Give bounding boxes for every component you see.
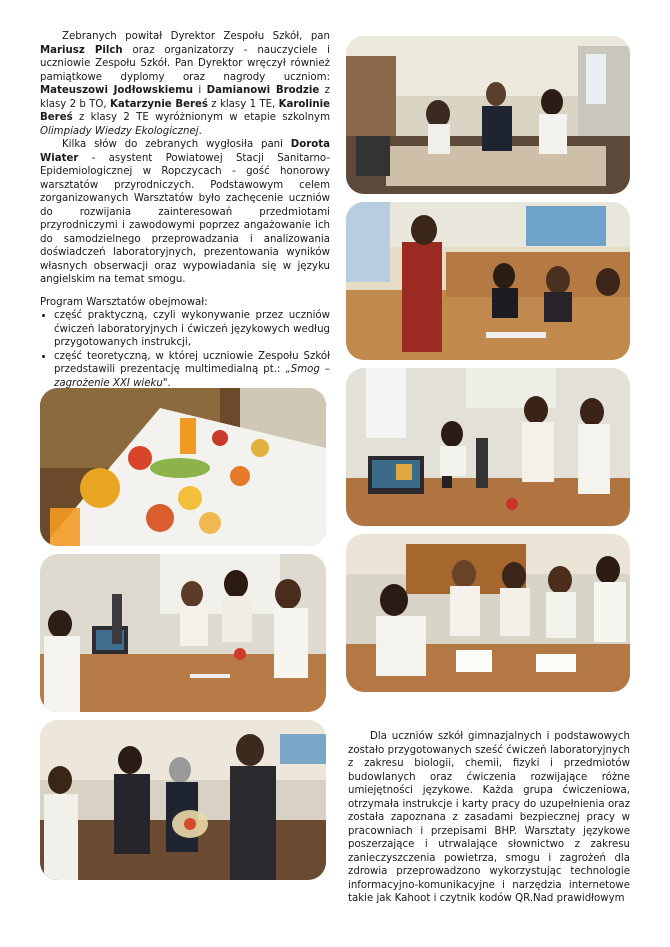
photo-students-microscopes (40, 554, 326, 712)
left-text-column (40, 30, 330, 390)
photo-classroom-workshop (346, 202, 630, 360)
photo-worksheet-exercise (346, 534, 630, 692)
photo-fruit-display (40, 388, 326, 546)
photo-microscope-lab (346, 368, 630, 526)
photo-gift-presentation (40, 720, 326, 880)
program-item-practical: • część praktyczną, czyli wykonywanie przez uczniów ćwiczeń laboratoryjnych i ćwiczeń językowych według przygotowanych instrukcji, (54, 309, 330, 350)
program-heading: Program Warsztatów obejmował: (40, 296, 208, 308)
guest-paragraph: Kilka słów do zebranych wygłosiła pani Dorota Wiater - asystent Powiatowej Stacji Sanitarno-Epidemiologicznej w Ropczycach - gość honorowy warsztatów przyrodniczych. Podstawowym celem zorganizowanych Warsztatów było zachęcenie uczniów do rozwijania zainteresowań przedmiotami przyrodniczymi i zawodowymi poprzez angażowanie ich do samodzielnego przeprowadzania i analizowania doświadczeń laboratoryjnych, prezentowania wyników własnych obserwacji oraz wypowiadania się w języku angielskim na temat smogu. (40, 139, 330, 285)
bottom-paragraph: Dla uczniów szkół gimnazjalnych i podstawowych zostało przygotowanych sześć ćwiczeń laboratoryjnych z zakresu biologii, chemii, fizyki i przedmiotów budowlanych oraz ćwiczenia rozwijające różne umiejętności językowe. Każda grupa ćwiczeniowa, otrzymała instrukcje i karty pracy do uzupełnienia oraz została zapoznana z zasadami bezpiecznej pracy w pracowniach i przepisami BHP. Warsztaty językowe poszerzające i utrwalające słownictwo z zakresu zanieczyszczenia powietrza, smogu i zagrożeń dla zdrowia przeprowadzono wykorzystując technologie informacyjno-komunikacyjne i narzędzia internetowe takie jak Kahoot i czytnik kodów QR.Nad prawidłowym (348, 731, 630, 904)
intro-paragraph: Zebranych powitał Dyrektor Zespołu Szkół, pan Mariusz Pilch oraz organizatorzy - nauczyciele i uczniowie Zespołu Szkół. Pan Dyrektor wręczył również pamiątkowe dyplomy oraz nagrody uczniom: Mateuszowi Jodłowskiemu i Damianowi Brodzie z klasy 2 b TO, Katarzynie Bereś z klasy 1 TE, Karolinie Bereś z klasy 2 TE wyróżnionym w etapie szkolnym Olimpiady Wiedzy Ekologicznej. (40, 31, 330, 137)
program-list (40, 309, 330, 390)
program-item-theory: • część teoretyczną, w której uczniowie Zespołu Szkół przedstawili prezentację multimedialną pt.: „Smog – zagrożenie XXI wieku". (54, 350, 330, 391)
photo-award-ceremony (346, 36, 630, 194)
